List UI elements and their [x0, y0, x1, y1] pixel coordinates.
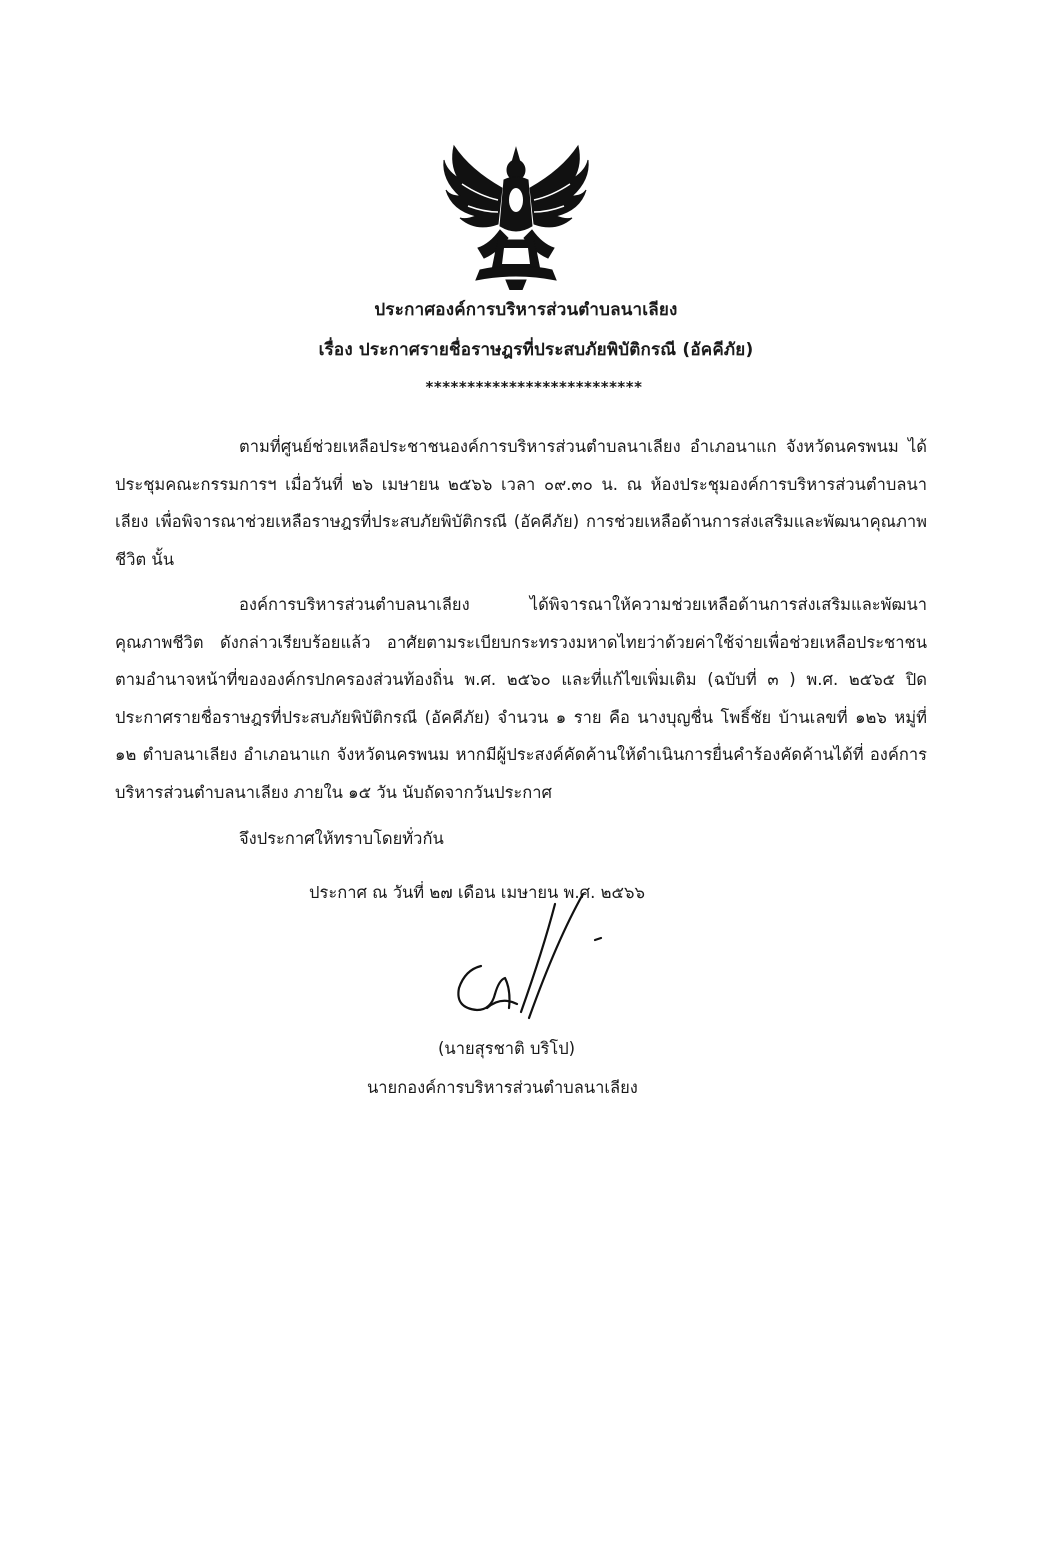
handwritten-signature: [425, 880, 615, 1030]
announcement-date: ประกาศ ณ วันที่ ๒๗ เดือน เมษายน พ.ศ. ๒๕๖๖: [309, 883, 645, 902]
announcement-subject: เรื่อง ประกาศรายชื่อราษฎรที่ประสบภัยพิบัติกรณี (อัคคีภัย): [318, 340, 754, 360]
closing-statement: จึงประกาศให้ทราบโดยทั่วกัน: [239, 829, 444, 848]
body-paragraph-2: องค์การบริหารส่วนตำบลนาเลียง ได้พิจารณาให้ความช่วยเหลือด้านการส่งเสริมและพัฒนาคุณภาพชีวิต ดังกล่าวเรียบร้อยแล้ว อาศัยตามระเบียบกระทรวงมหาดไทยว่าด้วยค่าใช้จ่ายเพื่อช่วยเหลือประชาชนตามอำนาจหน้าที่ขององค์กรปกครองส่วนท้องถิ่น พ.ศ. ๒๕๖๐ และที่แก้ไขเพิ่มเติม (ฉบับที่ ๓ ) พ.ศ. ๒๕๖๕ ปิดประกาศรายชื่อราษฎรที่ประสบภัยพิบัติกรณี (อัคคีภัย) จำนวน ๑ ราย คือ นางบุญชื่น โพธิ์ชัย บ้านเลขที่ ๑๒๖ หมู่ที่ ๑๒ ตำบลนาเลียง อำเภอนาแก จังหวัดนครพนม หากมีผู้ประสงค์คัดค้านให้ดำเนินการยื่นคำร้องคัดค้านได้ที่ องค์การบริหารส่วนตำบลนาเลียง ภายใน ๑๕ วัน นับถัดจากวันประกาศ: [115, 595, 927, 802]
signer-position: นายกองค์การบริหารส่วนตำบลนาเลียง: [367, 1078, 638, 1097]
garuda-emblem-icon: [440, 140, 592, 290]
signer-name: (นายสุรชาติ บริโป): [438, 1039, 576, 1058]
announcement-title: ประกาศองค์การบริหารส่วนตำบลนาเลียง: [374, 300, 678, 320]
body-paragraph-1: ตามที่ศูนย์ช่วยเหลือประชาชนองค์การบริหารส่วนตำบลนาเลียง อำเภอนาแก จังหวัดนครพนม ได้ประชุมคณะกรรมการฯ เมื่อวันที่ ๒๖ เมษายน ๒๕๖๖ เวลา ๐๙.๓๐ น. ณ ห้องประชุมองค์การบริหารส่วนตำบลนาเลียง เพื่อพิจารณาช่วยเหลือราษฎรที่ประสบภัยพิบัติกรณี (อัคคีภัย) การช่วยเหลือด้านการส่งเสริมและพัฒนาคุณภาพชีวิต นั้น: [115, 437, 927, 569]
separator-line: **************************: [425, 378, 643, 396]
